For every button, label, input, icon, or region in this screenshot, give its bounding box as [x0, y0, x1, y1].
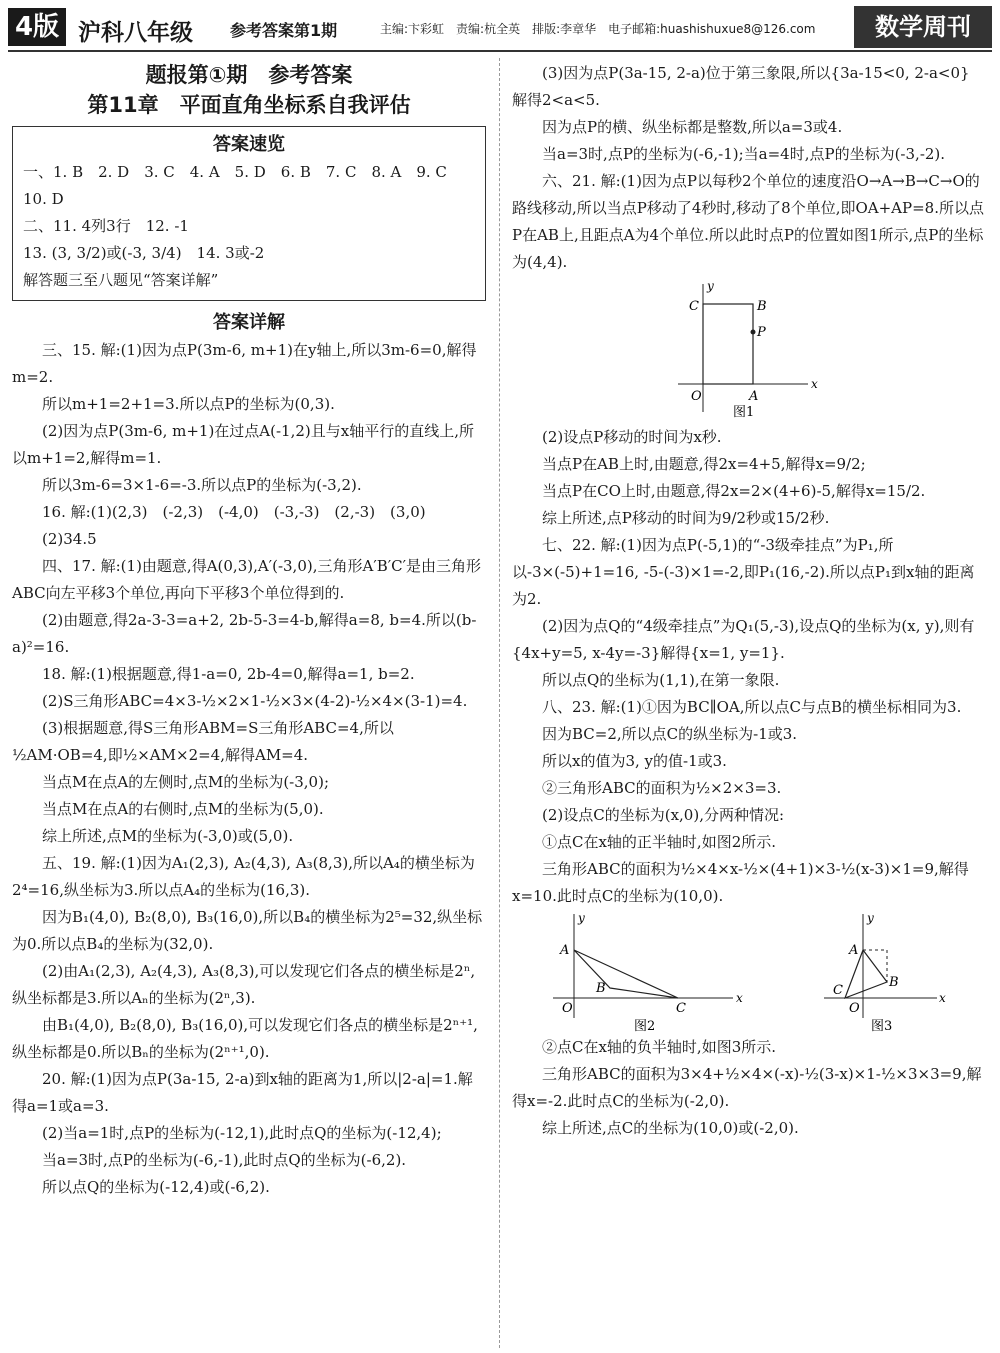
origin-label: O	[561, 1001, 573, 1016]
solution-paragraph: 综上所述,点C的坐标为(10,0)或(-2,0).	[542, 1119, 799, 1137]
solution-paragraph: 所以3m-6=3×1-6=-3.所以点P的坐标为(-3,2).	[42, 476, 362, 494]
label-a: A	[559, 943, 569, 958]
figure-2	[548, 910, 748, 1034]
solution-paragraph: 综上所述,点M的坐标为(-3,0)或(5,0).	[42, 827, 294, 845]
solution-paragraph: (2)当a=1时,点P的坐标为(-12,1),此时点Q的坐标为(-12,4);	[42, 1124, 442, 1142]
detail-heading: 答案详解	[213, 312, 285, 333]
edition-badge: 4版	[8, 8, 66, 46]
y-axis-label: y	[707, 280, 714, 293]
right-column	[512, 60, 984, 1142]
solution-paragraph: 三、15. 解:(1)因为点P(3m-6, m+1)在y轴上,所以3m-6=0,解得m=2.	[12, 341, 477, 386]
solution-paragraph: 因为点P的横、纵坐标都是整数,所以a=3或4.	[542, 118, 843, 136]
solution-paragraph: 20. 解:(1)因为点P(3a-15, 2-a)到x轴的距离为1,所以|2-a|=1.解得a=1或a=3.	[12, 1070, 473, 1115]
chapter-title: 第11章 平面直角坐标系自我评估	[87, 93, 411, 117]
quick-line: 二、11. 4列3行 12. -1	[23, 217, 189, 235]
quick-line: 13. (3, 3/2)或(-3, 3/4) 14. 3或-2	[23, 244, 265, 262]
grade-label: 沪科八年级	[78, 20, 193, 46]
solution-paragraph: 八、23. 解:(1)①因为BC∥OA,所以点C与点B的横坐标相同为3.	[542, 698, 962, 716]
triangle-abc	[574, 950, 678, 998]
rectangle-oabc	[703, 304, 753, 384]
label-a: A	[848, 943, 858, 958]
solution-paragraph: (2)由A₁(2,3), A₂(4,3), A₃(8,3),可以发现它们各点的横坐标是2ⁿ,纵坐标都是3.所以Aₙ的坐标为(2ⁿ,3).	[12, 962, 476, 1007]
figures-2-3	[512, 910, 984, 1034]
solution-paragraph: 16. 解:(1)(2,3) (-2,3) (-4,0) (-3,-3) (2,-3) (3,0)	[42, 503, 426, 521]
solution-paragraph: 七、22. 解:(1)因为点P(-5,1)的“-3级牵挂点”为P₁,所以-3×(-5)+1=16, -5-(-3)×1=-2,即P₁(16,-2).所以点P₁到x轴的距离为2.	[512, 536, 975, 608]
solution-paragraph: 三角形ABC的面积为½×4×x-½×(4+1)×3-½(x-3)×1=9,解得x=10.此时点C的坐标为(10,0).	[512, 860, 969, 905]
solution-paragraph: 因为BC=2,所以点C的纵坐标为-1或3.	[542, 725, 798, 743]
brand-logo: 数学周刊	[854, 6, 992, 48]
x-axis-label: x	[938, 991, 946, 1005]
quick-line: 解答题三至八题见“答案详解”	[23, 271, 219, 289]
origin-label: O	[848, 1001, 860, 1016]
solution-paragraph: 所以点Q的坐标为(1,1),在第一象限.	[542, 671, 780, 689]
issue-label: 参考答案第1期	[230, 21, 338, 40]
right-paragraphs-b	[512, 424, 984, 910]
solution-paragraph: 所以点Q的坐标为(-12,4)或(-6,2).	[42, 1178, 270, 1196]
quick-answers-box	[12, 126, 486, 301]
x-axis-label: x	[811, 377, 818, 391]
solution-paragraph: (3)因为点P(3a-15, 2-a)位于第三象限,所以{3a-15<0, 2-a<0}解得2<a<5.	[512, 64, 970, 109]
point-p	[751, 330, 756, 335]
solution-paragraph: 所以x的值为3, y的值-1或3.	[542, 752, 727, 770]
solution-paragraph: (2)因为点Q的“4级牵挂点”为Q₁(5,-3),设点Q的坐标为(x, y),则有{4x+y=5, x-4y=-3}解得{x=1, y=1}.	[512, 617, 975, 662]
solution-paragraph: 四、17. 解:(1)由题意,得A(0,3),A′(-3,0),三角形A′B′C′是由三角形ABC向左平移3个单位,再向下平移3个单位得到的.	[12, 557, 482, 602]
y-axis-label: y	[866, 911, 874, 925]
solution-paragraph: 综上所述,点P移动的时间为9/2秒或15/2秒.	[542, 509, 830, 527]
left-paragraphs	[12, 337, 486, 1201]
figure-1-caption: 图1	[733, 405, 755, 420]
quick-answers-heading: 答案速览	[213, 134, 285, 155]
page-header	[8, 6, 992, 52]
solution-paragraph: 由B₁(4,0), B₂(8,0), B₃(16,0),可以发现它们各点的横坐标是2ⁿ⁺¹,纵坐标都是0.所以Bₙ的坐标为(2ⁿ⁺¹,0).	[12, 1016, 478, 1061]
solution-paragraph: 三角形ABC的面积为3×4+½×4×(-x)-½(3-x)×1-½×3×3=9,解得x=-2.此时点C的坐标为(-2,0).	[512, 1065, 982, 1110]
left-column	[12, 60, 486, 1201]
column-divider	[499, 58, 500, 1348]
solution-paragraph: (2)设点C的坐标为(x,0),分两种情况:	[542, 806, 785, 824]
solution-paragraph: 当点M在点A的右侧时,点M的坐标为(5,0).	[42, 800, 324, 818]
solution-paragraph: 当点P在CO上时,由题意,得2x=2×(4+6)-5,解得x=15/2.	[542, 482, 926, 500]
solution-paragraph: 当点P在AB上时,由题意,得2x=4+5,解得x=9/2;	[542, 455, 866, 473]
solution-paragraph: ②点C在x轴的负半轴时,如图3所示.	[542, 1038, 777, 1056]
solution-paragraph: 因为B₁(4,0), B₂(8,0), B₃(16,0),所以B₄的横坐标为2⁵=32,纵坐标为0.所以点B₄的坐标为(32,0).	[12, 908, 483, 953]
y-axis-label: y	[577, 911, 585, 925]
solution-paragraph: (3)根据题意,得S三角形ABM=S三角形ABC=4,所以½AM·OB=4,即½×AM×2=4,解得AM=4.	[12, 719, 394, 764]
label-c: C	[832, 983, 843, 998]
label-c: C	[689, 299, 699, 314]
right-paragraphs-c	[512, 1034, 984, 1142]
solution-paragraph: (2)S三角形ABC=4×3-½×2×1-½×3×(4-2)-½×4×(3-1)=4.	[42, 692, 468, 710]
solution-paragraph: 六、21. 解:(1)因为点P以每秒2个单位的速度沿O→A→B→C→O的路线移动,所以当点P移动了4秒时,移动了8个单位,即OA+AP=8.所以点P在AB上,且距点A为4个单位.所以此时点P的位置如图1所示,点P的坐标为(4,4).	[512, 172, 984, 271]
origin-label: O	[691, 389, 702, 404]
solution-paragraph: 所以m+1=2+1=3.所以点P的坐标为(0,3).	[42, 395, 335, 413]
right-paragraphs-a	[512, 60, 984, 276]
figure-3-caption: 图3	[870, 1019, 892, 1034]
solution-paragraph: (2)由题意,得2a-3-3=a+2, 2b-5-3=4-b,解得a=8, b=4.所以(b-a)²=16.	[12, 611, 477, 656]
label-c: C	[675, 1001, 686, 1016]
editor-credits: 主编:卞彩虹 责编:杭全英 排版:李章华 电子邮箱:huashishuxue8@126.com	[380, 22, 816, 36]
figure-2-caption: 图2	[633, 1019, 655, 1034]
solution-paragraph: 当a=3时,点P的坐标为(-6,-1);当a=4时,点P的坐标为(-3,-2).	[542, 145, 946, 163]
solution-paragraph: ①点C在x轴的正半轴时,如图2所示.	[542, 833, 777, 851]
solution-paragraph: (2)设点P移动的时间为x秒.	[542, 428, 722, 446]
label-b: B	[595, 981, 606, 996]
label-p: P	[757, 325, 766, 340]
solution-paragraph: ②三角形ABC的面积为½×2×3=3.	[542, 779, 782, 797]
quick-line: 一、1. B 2. D 3. C 4. A 5. D 6. B 7. C 8. A 9. C 10. D	[23, 163, 462, 208]
page-title: 题报第①期 参考答案	[145, 63, 353, 87]
solution-paragraph: (2)因为点P(3m-6, m+1)在过点A(-1,2)且与x轴平行的直线上,所以m+1=2,解得m=1.	[12, 422, 474, 467]
label-b: B	[888, 975, 899, 990]
solution-paragraph: 当点M在点A的左侧时,点M的坐标为(-3,0);	[42, 773, 330, 791]
x-axis-label: x	[735, 991, 743, 1005]
solution-paragraph: 五、19. 解:(1)因为A₁(2,3), A₂(4,3), A₃(8,3),所以A₄的横坐标为2⁴=16,纵坐标为3.所以点A₄的坐标为(16,3).	[12, 854, 475, 899]
label-b: B	[757, 299, 767, 314]
solution-paragraph: 18. 解:(1)根据题意,得1-a=0, 2b-4=0,解得a=1, b=2.	[42, 665, 415, 683]
solution-paragraph: 当a=3时,点P的坐标为(-6,-1),此时点Q的坐标为(-6,2).	[42, 1151, 407, 1169]
figure-3	[819, 910, 949, 1034]
label-a: A	[749, 389, 759, 404]
figure-1	[673, 280, 823, 420]
solution-paragraph: (2)34.5	[42, 530, 97, 548]
